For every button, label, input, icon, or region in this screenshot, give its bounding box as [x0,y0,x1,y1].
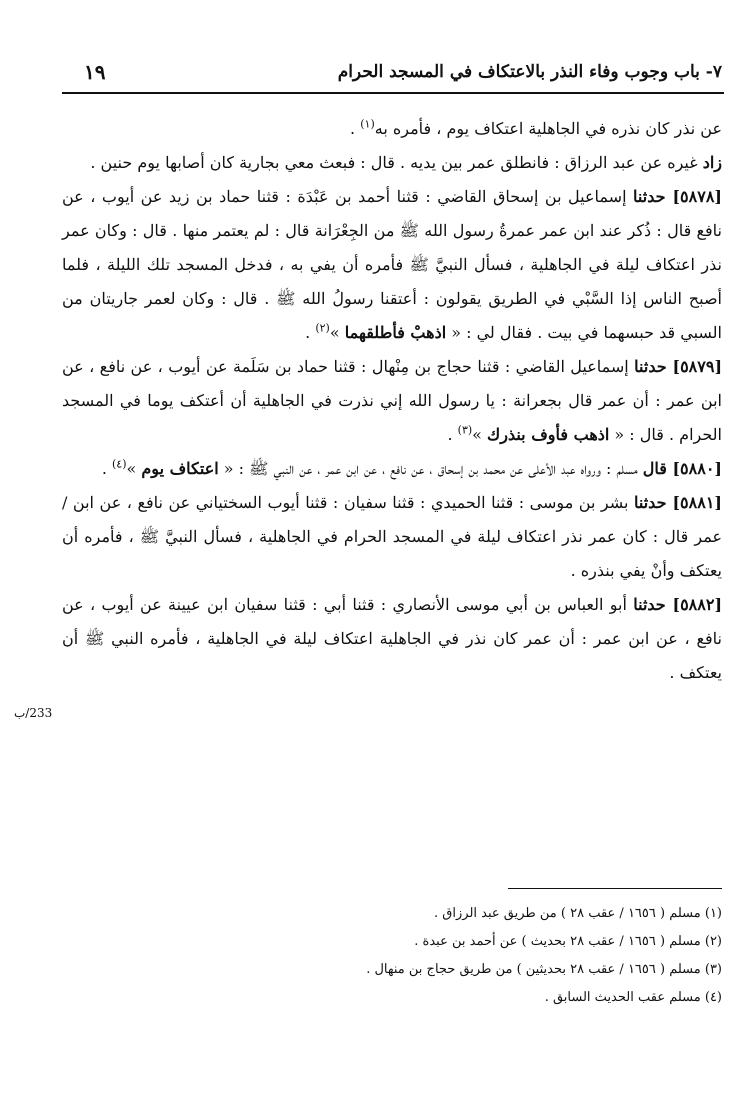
para-tail: . [101,459,112,478]
paragraph-addition [62,146,722,180]
hadith-5882 [62,588,722,690]
manuscript-folio-note: 233/ب [14,706,53,720]
hadith-number: [٥٨٧٨] [672,187,722,206]
quote-close: » [126,459,142,478]
footnote-1: (١) مسلم ( ١٦٥٦ / عقب ٢٨ ) من طريق عبد الرزاق . [434,906,722,921]
footnote-2: (٢) مسلم ( ١٦٥٦ / عقب ٢٨ بحديث ) عن أحمد بن عبدة . [414,934,722,949]
prophetic-quote: اذهب فأوف بنذرك [487,425,610,444]
para-tail: . [350,119,361,138]
hadith-number: [٥٨٨٢] [672,595,723,614]
para-text: أبو العباس بن أبي موسى الأنصاري : قثنا أبي : قثنا سفيان ابن عيينة عن أيوب ، عن نافع ، عن ابن عمر : أن عمر كان نذر في الجاهلية اعتكاف ليلة في الجاهلية ، فأمره النبي ﷺ أن يعتكف . [62,595,722,682]
header-divider [62,92,724,94]
paragraph-continuation [62,112,722,146]
quote-close: » [329,323,345,342]
para-text: غيره عن عبد الرزاق : فانطلق عمر بين يديه . قال : فبعث معي بجارية كان أصابها يوم حنين . [90,153,703,172]
running-header [62,58,722,92]
para-text: إسماعيل بن إسحاق القاضي : قثنا أحمد بن عَبْدَة : قثنا حماد بن زيد عن أيوب ، عن نافع قال : ذُكر عند ابن عمر عمرةُ رسول الله ﷺ من الجِعْرَانة قال : لم يعتمر منها . قال : وكان عمر نذر اعتكاف ليلة في الجاهلية ، فسأل النبيَّ ﷺ فأمره أن يفي به ، فدخل المسجد تلك الليلة ، فلما أصبح الناس إذا السَّبْي في الطريق يقولون : أعتقنا رسولُ الله ﷺ . قال : وكان لعمر جاريتان من السبي قد حبسهما في بيت . فقال لي : « [62,187,723,342]
footnotes [62,900,722,1012]
para-text: مسلم : ورواه عبد الأعلى عن محمد بن إسحاق ، عن نافع ، عن ابن عمر ، عن النبي ﷺ : « [218,459,643,478]
prophetic-quote: اعتكاف يوم [141,459,219,478]
main-text [62,112,722,690]
hadith-number: [٥٨٧٩] [672,357,723,376]
prophetic-quote: اذهبْ فأطلقهما [344,323,447,342]
lead-word: حدثنا [633,595,673,614]
para-text: إسماعيل القاضي : قثنا حجاج بن مِنْهال : قثنا حماد بن سَلَمة عن أيوب ، عن نافع ، عن ابن عمر : أن عمر قال بجعرانة : يا رسول الله إني نذرت في الجاهلية أن أعتكف يوما في المسجد الحرام . قال : « [62,357,722,444]
para-tail: . [447,425,458,444]
para-text: بشر بن موسى : قثنا الحميدي : قثنا سفيان : قثنا أيوب السختياني عن نافع ، عن ابن / عمر قال : كان عمر نذر اعتكاف ليلة في المسجد الحرام في الجاهلية ، فسأل النبيَّ ﷺ ، فأمره أن يعتكف وأنْ يفي بنذره . [62,493,723,580]
footnote-ref: (٤) [112,457,127,471]
lead-word: قال [642,459,673,478]
footnote-ref: (٢) [315,321,330,335]
footnote-ref: (١) [360,117,375,131]
hadith-5881 [62,486,722,588]
hadith-number: [٥٨٨١] [672,493,722,512]
para-text: عن نذر كان نذره في الجاهلية اعتكاف يوم ، فأمره به [374,119,722,138]
hadith-5879 [62,350,722,452]
hadith-5880 [62,452,722,486]
hadith-5878 [62,180,722,350]
lead-word: حدثنا [634,493,673,512]
hadith-number: [٥٨٨٠] [672,459,722,478]
para-tail: . [305,323,316,342]
footnote-3: (٣) مسلم ( ١٦٥٦ / عقب ٢٨ بحديثين ) من طريق حجاج بن منهال . [366,962,722,977]
chapter-title: ٧- باب وجوب وفاء النذر بالاعتكاف في المسجد الحرام [337,62,722,82]
lead-word: زاد [702,153,722,172]
quote-close: » [472,425,488,444]
footnote-4: (٤) مسلم عقب الحديث السابق . [544,990,722,1005]
page-number: ١٩ [84,60,106,84]
lead-word: حدثنا [633,187,673,206]
footnote-ref: (٣) [457,423,473,437]
lead-word: حدثنا [634,357,673,376]
footnote-divider [508,888,722,889]
